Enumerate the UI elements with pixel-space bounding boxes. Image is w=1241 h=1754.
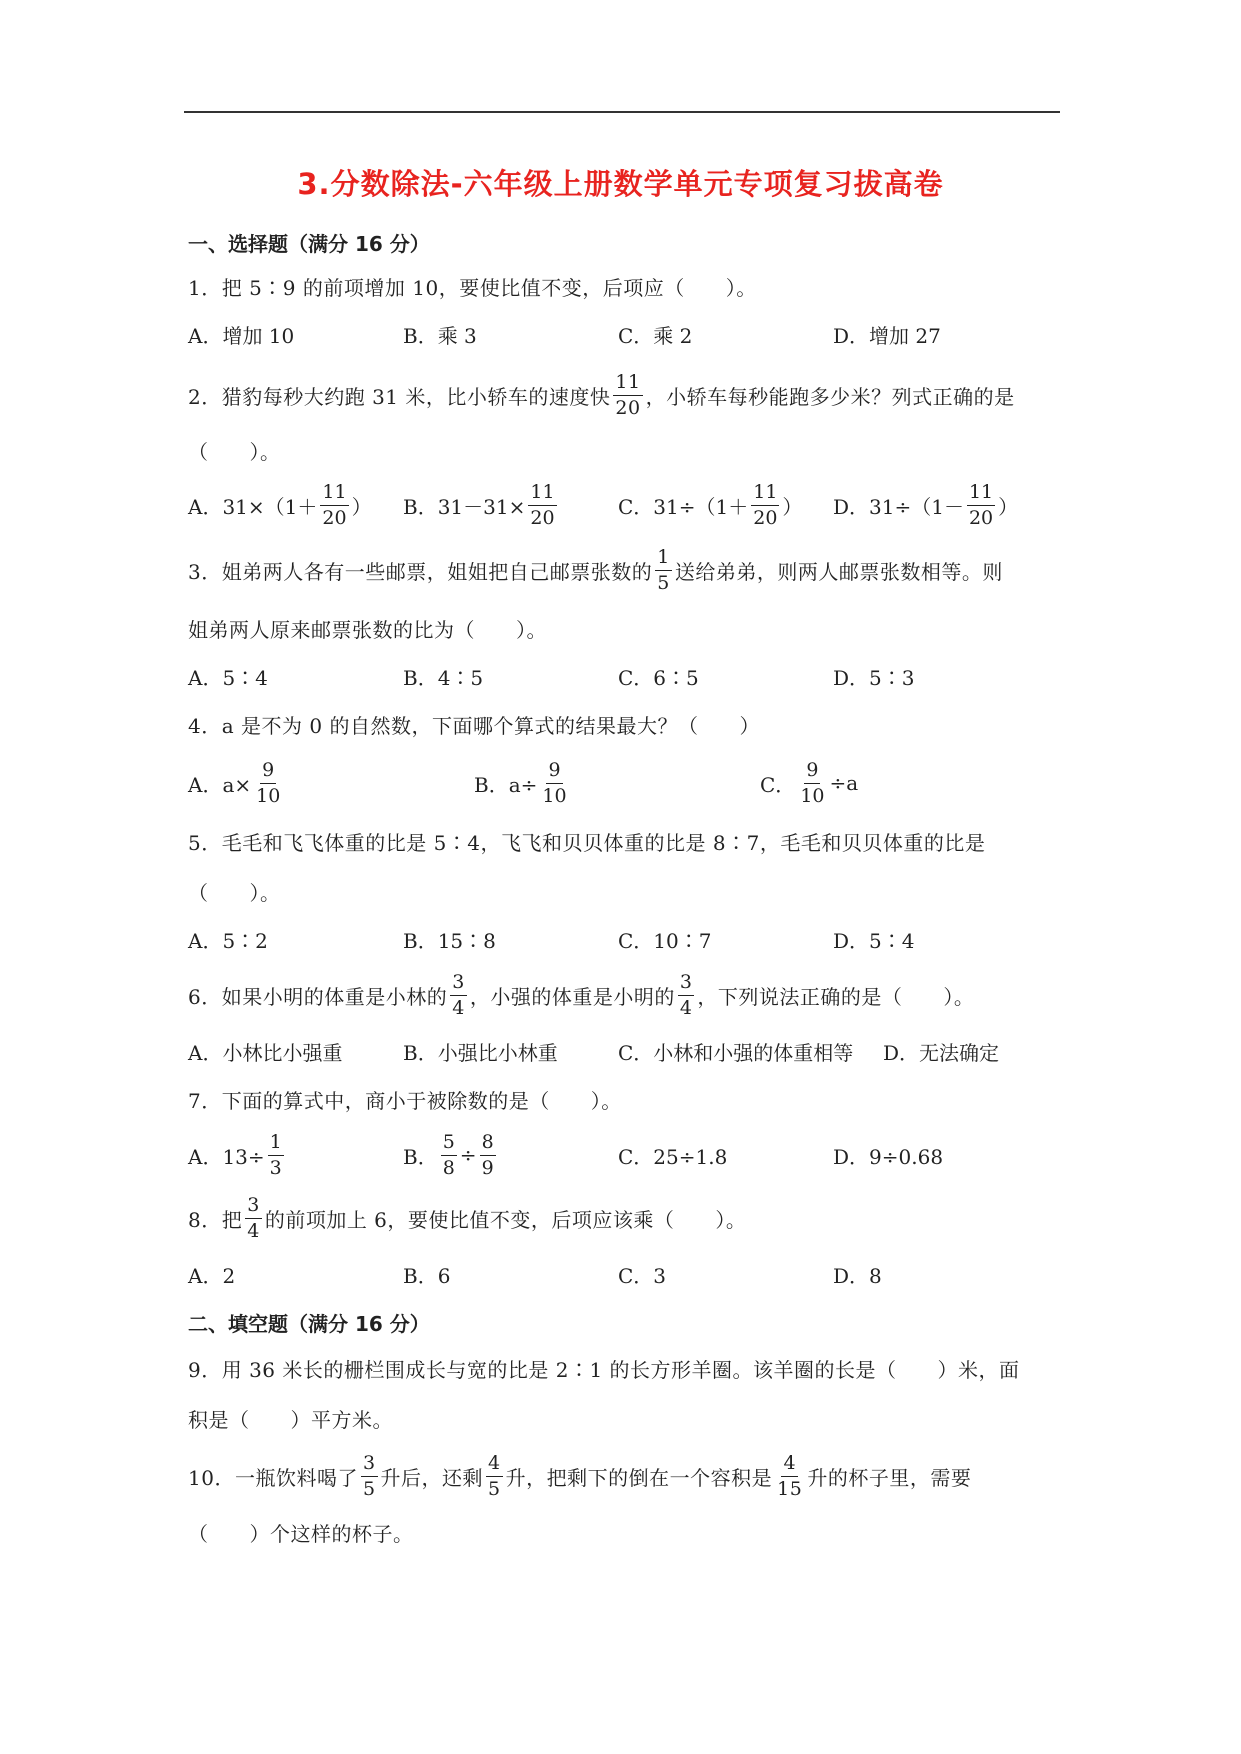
fraction: $\frac{1}{5}$	[657, 545, 670, 594]
question-7: 7．下面的算式中，商小于被除数的是（ ）。	[188, 1088, 622, 1113]
q6-option-b: B．小强比小林重	[403, 1040, 558, 1065]
question-5: 5．毛毛和飞飞体重的比是 5∶4，飞飞和贝贝体重的比是 8∶7，毛毛和贝贝体重的比是	[188, 830, 986, 855]
q4-option-b: B．a÷ $\frac{9}{10}$	[474, 758, 567, 807]
header-rule	[184, 111, 1060, 113]
question-2	[188, 365, 1015, 425]
q1-option-a: A．增加 10	[188, 323, 295, 348]
q2-option-b: B．31－31× $\frac{11}{20}$	[403, 480, 555, 529]
q8-option-a: A．2	[188, 1263, 236, 1288]
section-heading-fill-in: 二、填空题（满分 16 分）	[188, 1312, 430, 1336]
q2-text-pre: 2．猎豹每秒大约跑 31 米，比小轿车的速度快	[188, 384, 611, 409]
q1-option-d: D．增加 27	[833, 323, 941, 348]
fraction: $\frac{1}{3}$	[269, 1130, 282, 1179]
q2-option-d: D．31÷（1－ $\frac{11}{20}$ ）	[833, 480, 1019, 529]
fraction: $\frac{5}{8}$	[442, 1130, 455, 1179]
q3-option-b: B．4∶5	[403, 665, 484, 690]
question-8: 8．把 $\frac{3}{4}$ 的前项加上 6，要使比值不变，后项应该乘（ ）。	[188, 1193, 747, 1242]
question-4: 4．a 是不为 0 的自然数，下面哪个算式的结果最大？（ ）	[188, 713, 760, 738]
question-2-line2: （ ）。	[188, 439, 281, 464]
q3-option-c: C．6∶5	[618, 665, 699, 690]
question-10-line2: （ ）个这样的杯子。	[188, 1521, 414, 1546]
fraction: $\frac{4}{15}$	[777, 1451, 803, 1500]
q6-option-c: C．小林和小强的体重相等	[618, 1040, 854, 1065]
q3-option-a: A．5∶4	[188, 665, 268, 690]
q7-option-a: A．13÷ $\frac{1}{3}$	[188, 1130, 282, 1179]
q3-option-d: D．5∶3	[833, 665, 915, 690]
question-6: 6．如果小明的体重是小林的 $\frac{3}{4}$ ，小强的体重是小明的 $\frac{3}{4}$ ，下列说法正确的是（ ）。	[188, 970, 975, 1019]
q8-option-c: C．3	[618, 1263, 667, 1288]
q2-text-post: ，小轿车每秒能跑多少米？列式正确的是	[645, 384, 1015, 409]
q7-option-b: B． $\frac{5}{8}$ ÷ $\frac{8}{9}$	[403, 1130, 494, 1179]
fraction: $\frac{3}{4}$	[679, 970, 693, 1019]
q5-option-a: A．5∶2	[188, 928, 268, 953]
fraction: $\frac{3}{4}$	[452, 970, 465, 1019]
question-5-line2: （ ）。	[188, 880, 281, 905]
page-title: 3.分数除法-六年级上册数学单元专项复习拔高卷	[297, 167, 944, 201]
q7-option-c: C．25÷1.8	[618, 1144, 728, 1169]
q5-option-b: B．15∶8	[403, 928, 496, 953]
question-10: 10．一瓶饮料喝了 $\frac{3}{5}$ 升后，还剩 $\frac{4}{5}$ 升，把剩下的倒在一个容积是 $\frac{4}{15}$ 升的杯子里，需要	[188, 1451, 972, 1500]
fraction: $\frac{9}{10}$	[542, 758, 567, 807]
fraction: $\frac{9}{10}$	[800, 758, 825, 807]
q7-option-d: D．9÷0.68	[833, 1144, 944, 1169]
section-heading-choice: 一、选择题（满分 16 分）	[188, 232, 430, 256]
fraction: $\frac{4}{5}$	[488, 1451, 501, 1500]
fraction: $\frac{3}{5}$	[362, 1451, 376, 1500]
q4-option-a: A．a× $\frac{9}{10}$	[188, 758, 281, 807]
question-9: 9．用 36 米长的栅栏围成长与宽的比是 2∶1 的长方形羊圈。该羊圈的长是（ ）米，面	[188, 1357, 1020, 1382]
q2-option-a: A．31×（1＋ $\frac{11}{20}$ ）	[188, 480, 372, 529]
fraction: $\frac{11}{20}$	[322, 480, 347, 529]
fraction: $\frac{9}{10}$	[256, 758, 281, 807]
question-1: 1．把 5∶9 的前项增加 10，要使比值不变，后项应（ ）。	[188, 275, 757, 300]
q1-option-c: C．乘 2	[618, 323, 693, 348]
q2-option-c: C．31÷（1＋ $\frac{11}{20}$ ）	[618, 480, 803, 529]
fraction: $\frac{11}{20}$	[753, 480, 778, 529]
q5-option-c: C．10∶7	[618, 928, 712, 953]
question-9-line2: 积是（ ）平方米。	[188, 1407, 393, 1432]
q8-option-b: B．6	[403, 1263, 451, 1288]
q8-option-d: D．8	[833, 1263, 882, 1288]
fraction: $\frac{11}{20}$	[968, 480, 994, 529]
question-3-line2: 姐弟两人原来邮票张数的比为（ ）。	[188, 617, 547, 642]
q6-option-d: D．无法确定	[883, 1040, 1000, 1065]
question-3: 3．姐弟两人各有一些邮票，姐姐把自己邮票张数的 $\frac{1}{5}$ 送给弟弟，则两人邮票张数相等。则	[188, 545, 1003, 594]
q5-option-d: D．5∶4	[833, 928, 915, 953]
q4-option-c: C． $\frac{9}{10}$ ÷a	[760, 758, 859, 807]
fraction: $\frac{8}{9}$	[481, 1130, 494, 1179]
fraction: $\frac{3}{4}$	[247, 1193, 260, 1242]
q6-option-a: A．小林比小强重	[188, 1040, 343, 1065]
fraction: $\frac{11}{20}$	[530, 480, 555, 529]
fraction: $\frac{11}{20}$	[615, 370, 641, 419]
q1-option-b: B．乘 3	[403, 323, 477, 348]
